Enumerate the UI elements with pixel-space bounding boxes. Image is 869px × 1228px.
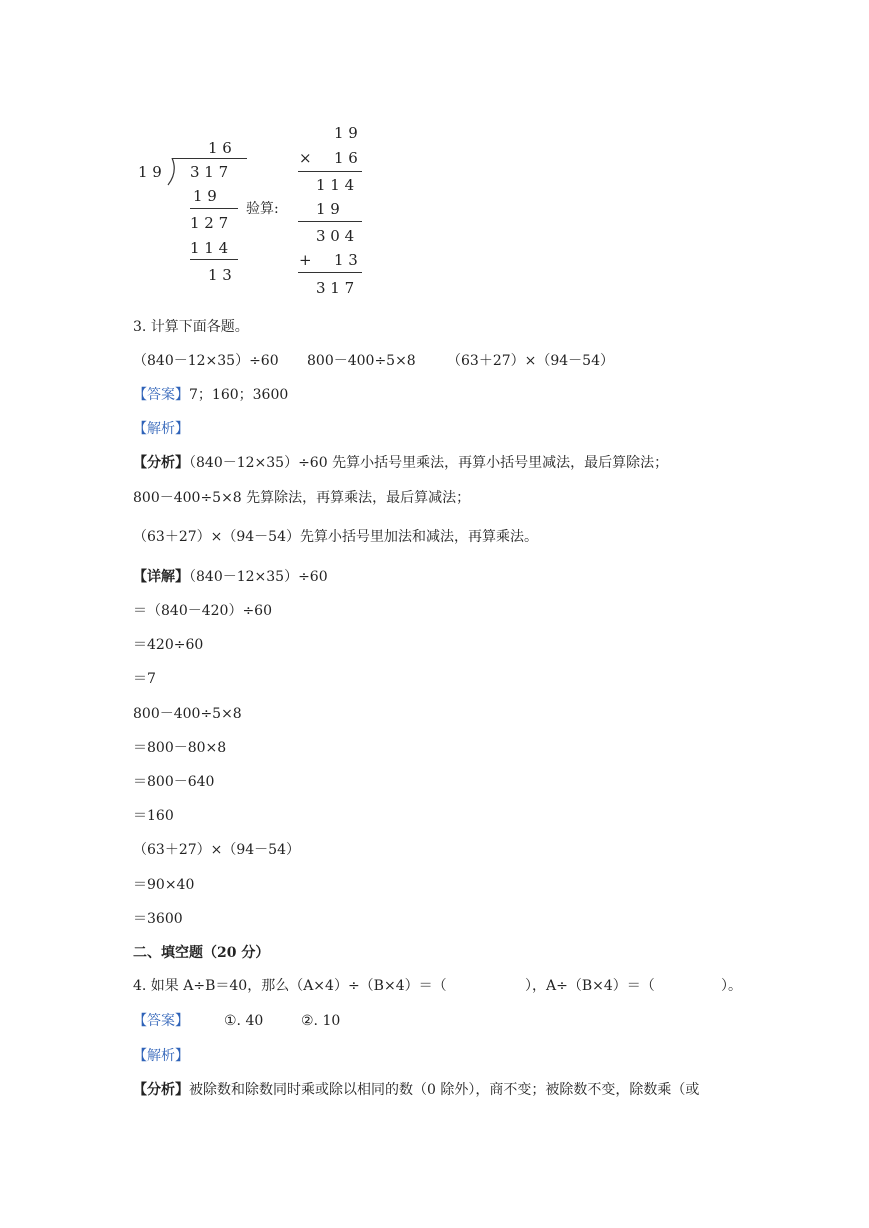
q3-detail-line-2: ＝（840－420）÷60 xyxy=(133,603,272,619)
q4-text-b: ），A÷（B×4）＝（ xyxy=(525,978,655,994)
q3-detail-line-5: 800－400÷5×8 xyxy=(133,706,242,722)
q3-detail-line-4: ＝7 xyxy=(133,671,156,687)
check-label: 验算: xyxy=(246,201,279,217)
q3-analysis-line-1 xyxy=(133,453,668,473)
q3-problem-1: （840－12×35）÷60 xyxy=(133,353,279,369)
answer-tag: 【答案】 xyxy=(133,387,189,403)
division-remainder: 1 3 xyxy=(208,266,232,284)
q3-answer xyxy=(133,385,288,405)
mult-total: 3 1 7 xyxy=(316,279,355,297)
division-step3: 1 1 4 xyxy=(190,239,229,257)
q3-detail-line-3: ＝420÷60 xyxy=(133,637,204,653)
answer-tag: 【答案】 xyxy=(133,1013,189,1029)
division-divisor: 1 9 xyxy=(138,163,162,181)
mult-addend: 1 3 xyxy=(334,251,358,269)
q3-detail-line-8: ＝160 xyxy=(133,808,174,824)
section-2-title: 二、填空题（20 分） xyxy=(133,945,270,961)
division-step1-line xyxy=(190,208,238,209)
q3-detail-line-9: （63＋27）×（94－54） xyxy=(133,842,300,858)
q3-analysis-tag: 【解析】 xyxy=(133,421,189,437)
mult-line2 xyxy=(298,221,362,222)
division-dividend: 3 1 7 xyxy=(190,163,229,181)
q4-analysis-tag: 【解析】 xyxy=(133,1048,189,1064)
q3-detail-line-6: ＝800－80×8 xyxy=(133,740,227,756)
division-step3-line xyxy=(190,259,238,260)
q3-detail-line-1 xyxy=(133,567,328,587)
division-bracket xyxy=(166,158,178,186)
mult-row2: 1 6 xyxy=(334,149,358,167)
q3-title: 3. 计算下面各题。 xyxy=(133,319,249,335)
q3-analysis-line-3: （63＋27）×（94－54）先算小括号里加法和减法，再算乘法。 xyxy=(133,529,538,545)
q4-analysis-line xyxy=(133,1080,699,1100)
q3-detail-line-11: ＝3600 xyxy=(133,911,183,927)
mult-times-sign: × xyxy=(299,149,312,167)
q4-answer-2: ②. 10 xyxy=(301,1013,341,1029)
detail-text: （840－12×35）÷60 xyxy=(189,569,328,585)
mult-product: 3 0 4 xyxy=(316,227,355,245)
answer-text: 7；160；3600 xyxy=(189,387,289,403)
analysis-label: 【分析】 xyxy=(133,1082,189,1098)
detail-label: 【详解】 xyxy=(133,569,189,585)
mult-partial1: 1 1 4 xyxy=(316,176,355,194)
mult-partial2: 1 9 xyxy=(316,200,340,218)
division-step1: 1 9 xyxy=(193,187,217,205)
division-quotient: 1 6 xyxy=(208,139,232,157)
q3-problem-3: （63＋27）×（94－54） xyxy=(447,353,614,369)
analysis-label: 【分析】 xyxy=(133,455,189,471)
mult-row1: 1 9 xyxy=(334,124,358,142)
division-step2: 1 2 7 xyxy=(190,214,229,232)
mult-plus-sign: + xyxy=(299,251,312,269)
q3-problem-2: 800－400÷5×8 xyxy=(307,353,416,369)
q4-text-c: ）。 xyxy=(721,978,742,994)
analysis-text: 被除数和除数同时乘或除以相同的数（0 除外），商不变；被除数不变，除数乘（或 xyxy=(189,1082,700,1098)
analysis-text: （840－12×35）÷60 先算小括号里乘法，再算小括号里减法，最后算除法； xyxy=(189,455,669,471)
q3-detail-line-10: ＝90×40 xyxy=(133,877,195,893)
mult-line3 xyxy=(298,272,362,273)
mult-line1 xyxy=(298,171,362,172)
division-quotient-line xyxy=(172,158,247,159)
q3-analysis-line-2: 800－400÷5×8 先算除法，再算乘法，最后算减法； xyxy=(133,490,471,506)
q4-answer-1: ①. 40 xyxy=(224,1013,264,1029)
q3-detail-line-7: ＝800－640 xyxy=(133,774,215,790)
q4-text-a: 4. 如果 A÷B＝40，那么（A×4）÷（B×4）＝（ xyxy=(133,978,447,994)
